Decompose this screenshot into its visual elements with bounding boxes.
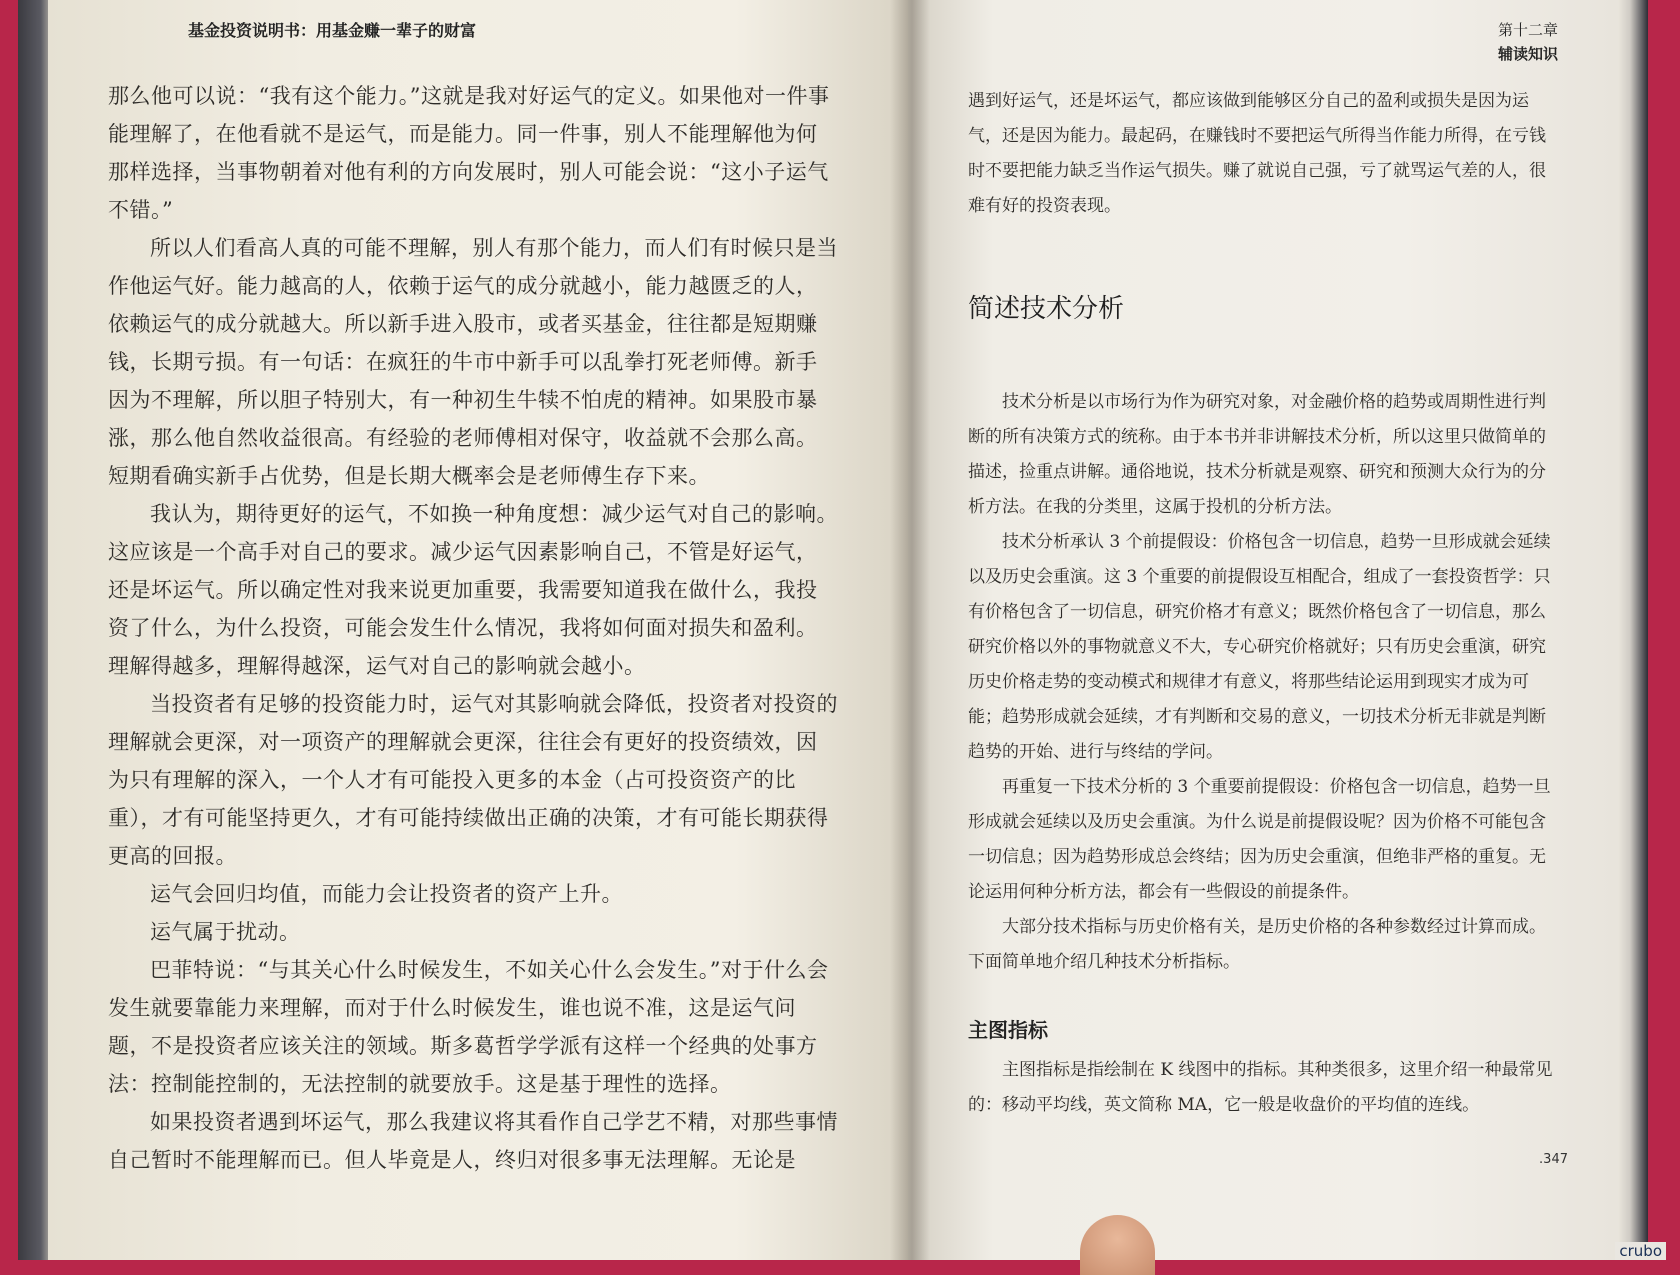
right-body-text bbox=[968, 84, 1558, 1123]
paragraph: 主图指标是指绘制在 K 线图中的指标。其种类很多，这里介绍一种最常见的：移动平均线，英文简称 MA，它一般是收盘价的平均值的连线。 bbox=[968, 1060, 1553, 1115]
paragraph: 技术分析是以市场行为作为研究对象，对金融价格的趋势或周期性进行判断的所有决策方式的统称。由于本书并非讲解技术分析，所以这里只做简单的描述，捡重点讲解。通俗地说，技术分析就是观察、研究和预测大众行为的分析方法。在我的分类里，这属于投机的分析方法。 bbox=[968, 392, 1546, 517]
paragraph: 运气属于扰动。 bbox=[150, 920, 301, 944]
page-number: .347 bbox=[1539, 1152, 1568, 1167]
paragraph: 技术分析承认 3 个前提假设：价格包含一切信息，趋势一旦形成就会延续以及历史会重演。这 3 个重要的前提假设互相配合，组成了一套投资哲学：只有价格包含了一切信息，研究价格才有意义；既然价格包含了一切信息，那么研究价格以外的事物就意义不大，专心研究价格就好；只有历史会重演，研究历史价格走势的变动模式和规律才有意义，将那些结论运用到现实才成为可能；趋势形成就会延续，才有判断和交易的意义，一切技术分析无非就是判断趋势的开始、进行与终结的学问。 bbox=[968, 532, 1551, 762]
chapter-title: 辅读知识 bbox=[1497, 45, 1558, 63]
right-page bbox=[908, 0, 1618, 1260]
paragraph: 遇到好运气，还是坏运气，都应该做到能够区分自己的盈利或损失是因为运气，还是因为能力。最起码，在赚钱时不要把运气所得当作能力所得，在亏钱时不要把能力缺乏当作运气损失。赚了就说自己强，亏了就骂运气差的人，很难有好的投资表现。 bbox=[968, 91, 1546, 216]
paragraph: 再重复一下技术分析的 3 个重要前提假设：价格包含一切信息，趋势一旦形成就会延续以及历史会重演。为什么说是前提假设呢？因为价格不可能包含一切信息；因为趋势形成总会终结；因为历史会重演，但绝非严格的重复。无论运用何种分析方法，都会有一些假设的前提条件。 bbox=[968, 777, 1551, 902]
left-body-text bbox=[108, 77, 838, 1179]
left-page bbox=[48, 0, 908, 1260]
paragraph: 所以人们看高人真的可能不理解，别人有那个能力，而人们有时候只是当作他运气好。能力越高的人，依赖于运气的成分就越小，能力越匮乏的人，依赖运气的成分就越大。所以新手进入股市，或者买基金，往往都是短期赚钱，长期亏损。有一句话：在疯狂的牛市中新手可以乱拳打死老师傅。新手因为不理解，所以胆子特别大，有一种初生牛犊不怕虎的精神。如果股市暴涨，那么他自然收益很高。有经验的老师傅相对保守，收益就不会那么高。短期看确实新手占优势，但是长期大概率会是老师傅生存下来。 bbox=[108, 236, 838, 488]
book-spread bbox=[18, 0, 1648, 1260]
paragraph: 当投资者有足够的投资能力时，运气对其影响就会降低，投资者对投资的理解就会更深，对一项资产的理解就会更深，往往会有更好的投资绩效，因为只有理解的深入，一个人才有可能投入更多的本金（占可投资资产的比重），才有可能坚持更久，才有可能持续做出正确的决策，才有可能长期获得更高的回报。 bbox=[108, 692, 838, 868]
watermark: crubo bbox=[1615, 1242, 1666, 1260]
paragraph: 如果投资者遇到坏运气，那么我建议将其看作自己学艺不精，对那些事情自己暂时不能理解而已。但人毕竟是人，终归对很多事无法理解。无论是 bbox=[108, 1110, 838, 1172]
book-cover-edge-right bbox=[1618, 0, 1648, 1260]
section-title: 简述技术分析 bbox=[968, 294, 1125, 324]
paragraph: 运气会回归均值，而能力会让投资者的资产上升。 bbox=[150, 882, 623, 906]
paragraph: 那么他可以说：“我有这个能力。”这就是我对好运气的定义。如果他对一件事能理解了，在他看就不是运气，而是能力。同一件事，别人不能理解他为何那样选择，当事物朝着对他有利的方向发展时，别人可能会说：“这小子运气不错。” bbox=[108, 84, 830, 222]
running-head: 基金投资说明书：用基金赚一辈子的财富 bbox=[188, 21, 477, 40]
book-gutter bbox=[890, 0, 930, 1260]
paragraph: 大部分技术指标与历史价格有关，是历史价格的各种参数经过计算而成。下面简单地介绍几种技术分析指标。 bbox=[968, 917, 1546, 972]
subsection-title: 主图指标 bbox=[968, 1018, 1048, 1042]
paragraph: 巴菲特说：“与其关心什么时候发生，不如关心什么会发生。”对于什么会发生就要靠能力来理解，而对于什么时候发生，谁也说不准，这是运气问题，不是投资者应该关注的领域。斯多葛哲学学派有这样一个经典的处事方法：控制能控制的，无法控制的就要放手。这是基于理性的选择。 bbox=[108, 958, 829, 1096]
chapter-heading bbox=[968, 18, 1558, 66]
chapter-number: 第十二章 bbox=[1497, 21, 1558, 39]
paragraph: 我认为，期待更好的运气，不如换一种角度想：减少运气对自己的影响。这应该是一个高手对自己的要求。减少运气因素影响自己，不管是好运气，还是坏运气。所以确定性对我来说更加重要，我需要知道我在做什么，我投资了什么，为什么投资，可能会发生什么情况，我将如何面对损失和盈利。理解得越多，理解得越深，运气对自己的影响就会越小。 bbox=[108, 502, 838, 678]
